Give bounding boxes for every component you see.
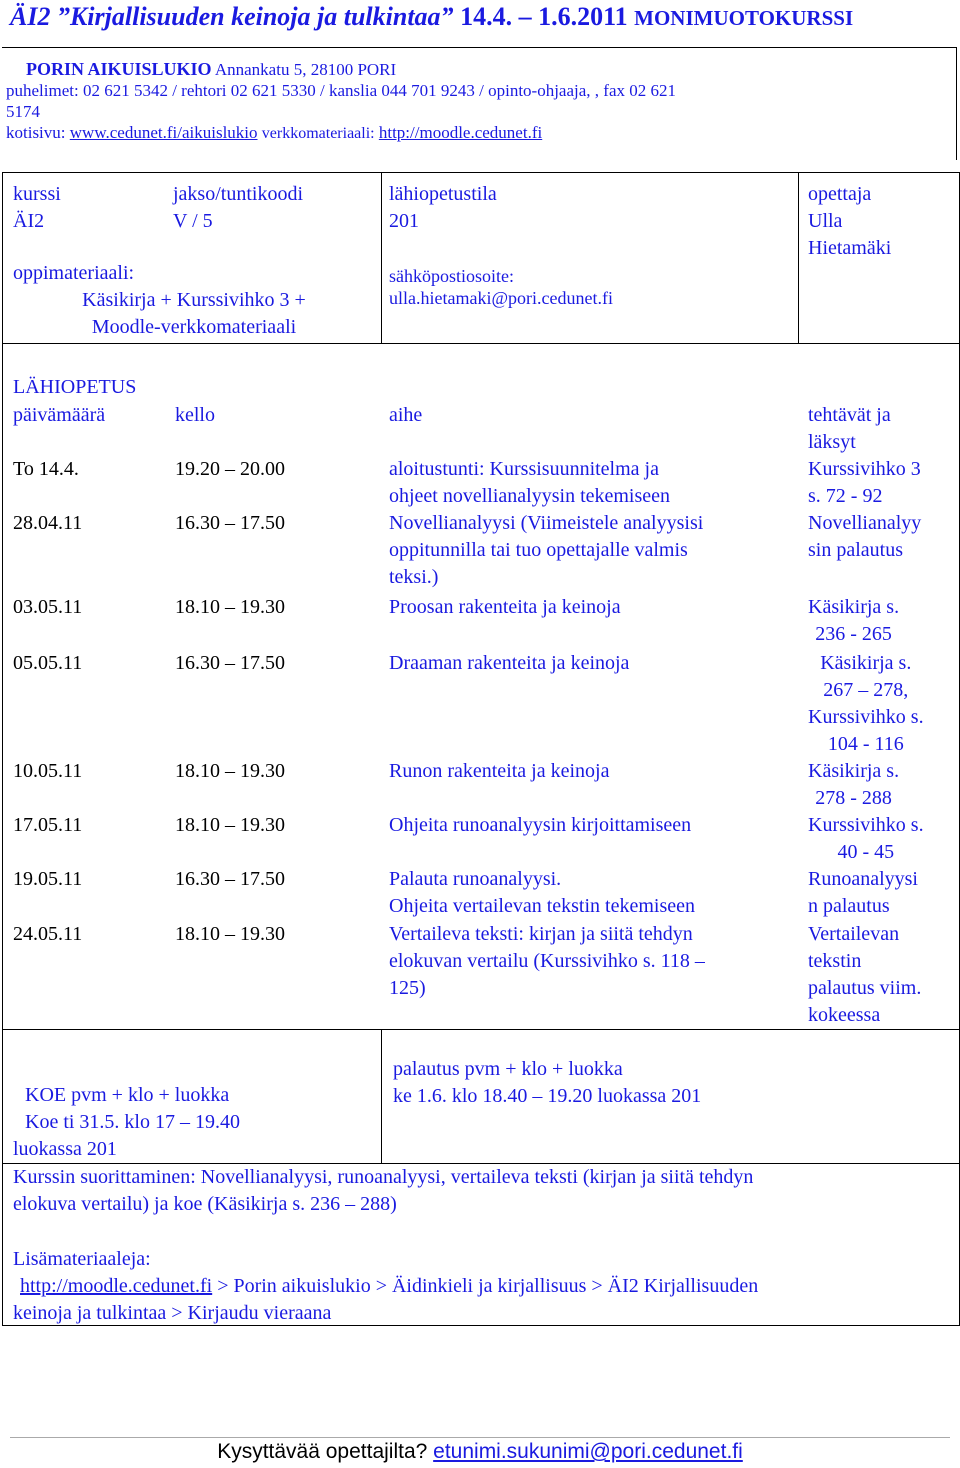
tila-value: 201 bbox=[389, 210, 419, 232]
row-topic: Ohjeita runoanalyysin kirjoittamiseen bbox=[389, 814, 692, 836]
header-time: kello bbox=[175, 404, 215, 426]
extra-path-cont: keinoja ja tulkintaa > Kirjaudu vieraana bbox=[13, 1302, 332, 1324]
row-topic: Proosan rakenteita ja keinoja bbox=[389, 596, 621, 618]
extra-material bbox=[13, 1273, 758, 1327]
row-topic: Draaman rakenteita ja keinoja bbox=[389, 652, 630, 674]
extra-path: > Porin aikuislukio > Äidinkieli ja kirjallisuus > ÄI2 Kirjallisuuden bbox=[212, 1275, 759, 1297]
return-details bbox=[393, 1056, 701, 1110]
tila-label: lähiopetustila bbox=[389, 183, 497, 205]
school-address: Annankatu 5, 28100 PORI bbox=[214, 60, 397, 79]
header-topic: aihe bbox=[389, 404, 423, 426]
row-time: 18.10 – 19.30 bbox=[175, 596, 285, 618]
homepage-label: kotisivu: bbox=[6, 123, 66, 142]
course-info-table bbox=[2, 172, 960, 344]
footer-email-link[interactable]: etunimi.sukunimi@pori.cedunet.fi bbox=[433, 1440, 743, 1463]
school-phones: puhelimet: 02 621 5342 / rehtori 02 621 5330 / kanslia 044 701 9243 / opinto-ohjaaja, , fax 02 621 bbox=[6, 81, 676, 100]
row-date: 17.05.11 bbox=[13, 814, 83, 836]
section-title: LÄHIOPETUS bbox=[13, 376, 137, 398]
row-tasks: Kurssivihko s. 40 - 45 bbox=[808, 814, 924, 863]
row-time: 19.20 – 20.00 bbox=[175, 458, 285, 480]
homepage-link[interactable]: www.cedunet.fi/aikuislukio bbox=[69, 123, 258, 142]
oppimateriaali-label: oppimateriaali: bbox=[13, 262, 135, 284]
header-date: päivämäärä bbox=[13, 404, 106, 426]
row-time: 18.10 – 19.30 bbox=[175, 814, 285, 836]
row-date: 28.04.11 bbox=[13, 512, 83, 534]
row-date: 05.05.11 bbox=[13, 652, 83, 674]
row-time: 18.10 – 19.30 bbox=[175, 760, 285, 782]
kurssi-value: ÄI2 bbox=[13, 210, 45, 232]
title-course: ÄI2 ”Kirjallisuuden keinoja ja tulkintaa” bbox=[10, 2, 454, 31]
opettaja-last: Hietamäki bbox=[808, 237, 892, 259]
row-tasks: Vertailevan tekstin palautus viim. kokeessa bbox=[808, 923, 922, 1026]
completion-text: Kurssin suorittaminen: Novellianalyysi, runoanalyysi, vertaileva teksti (kirjan ja siitä tehdyn elokuva vertailu) ja koe (Käsikirja s. 236 – 288) bbox=[13, 1166, 754, 1215]
oppimateriaali-line1: Käsikirja + Kurssivihko 3 + bbox=[82, 289, 306, 311]
footer-question: Kysyttävää opettajilta? bbox=[217, 1440, 428, 1463]
oppimateriaali-line2: Moodle-verkkomateriaali bbox=[91, 316, 297, 338]
row-topic: Novellianalyysi (Viimeistele analyysisi oppitunnilla tai tuo opettajalle valmis teksi.) bbox=[389, 512, 704, 588]
row-tasks: Runoanalyysi n palautus bbox=[808, 868, 918, 917]
email-label: sähköpostiosoite: bbox=[389, 266, 514, 286]
kurssi-label: kurssi bbox=[13, 183, 61, 205]
row-date: 03.05.11 bbox=[13, 596, 83, 618]
opettaja-label: opettaja bbox=[808, 183, 872, 205]
moodle-link[interactable]: http://moodle.cedunet.fi bbox=[20, 1275, 213, 1297]
row-topic: Vertaileva teksti: kirjan ja siitä tehdyn elokuvan vertailu (Kurssivihko s. 118 – 125) bbox=[389, 923, 705, 999]
row-topic: aloitustunti: Kurssisuunnitelma ja ohjeet novellianalyysin tekemiseen bbox=[389, 458, 671, 507]
row-tasks: Novellianalyy sin palautus bbox=[808, 512, 922, 561]
row-time: 16.30 – 17.50 bbox=[175, 512, 285, 534]
completion-section bbox=[2, 1164, 960, 1326]
opettaja-first: Ulla bbox=[808, 210, 843, 232]
title-type: MONIMUOTOKURSSI bbox=[634, 6, 854, 30]
schedule-table bbox=[2, 344, 960, 1030]
row-tasks: Kurssivihko 3 s. 72 - 92 bbox=[808, 458, 921, 507]
exam-section bbox=[2, 1030, 960, 1164]
row-date: 10.05.11 bbox=[13, 760, 83, 782]
row-tasks: Käsikirja s. 236 - 265 bbox=[808, 596, 900, 645]
document-title bbox=[10, 2, 853, 32]
extra-material-label: Lisämateriaaleja: bbox=[13, 1248, 151, 1270]
row-time: 18.10 – 19.30 bbox=[175, 923, 285, 945]
return-value: ke 1.6. klo 18.40 – 19.20 luokassa 201 bbox=[393, 1085, 702, 1107]
row-topic: Palauta runoanalyysi. Ohjeita vertailevan tekstin tekemiseen bbox=[389, 868, 695, 917]
row-topic: Runon rakenteita ja keinoja bbox=[389, 760, 610, 782]
row-tasks: Käsikirja s. 267 – 278, Kurssivihko s. 104 - 116 bbox=[808, 652, 924, 755]
material-label: verkkomateriaali: bbox=[261, 125, 375, 142]
row-date: 19.05.11 bbox=[13, 868, 83, 890]
row-time: 16.30 – 17.50 bbox=[175, 652, 285, 674]
jakso-label: jakso/tuntikoodi bbox=[173, 183, 303, 205]
material-link[interactable]: http://moodle.cedunet.fi bbox=[378, 123, 543, 142]
row-date: 24.05.11 bbox=[13, 923, 83, 945]
jakso-value: V / 5 bbox=[173, 210, 213, 232]
return-title: palautus pvm + klo + luokka bbox=[393, 1058, 623, 1080]
email-value[interactable]: ulla.hietamaki@pori.cedunet.fi bbox=[389, 288, 613, 308]
row-date: To 14.4. bbox=[13, 458, 79, 480]
row-time: 16.30 – 17.50 bbox=[175, 868, 285, 890]
header-tasks: tehtävät ja läksyt bbox=[808, 404, 891, 453]
exam-line1: Koe ti 31.5. klo 17 – 19.40 bbox=[25, 1111, 240, 1133]
exam-details bbox=[25, 1082, 240, 1136]
school-name: PORIN AIKUISLUKIO bbox=[26, 59, 212, 79]
footer bbox=[0, 1440, 960, 1464]
exam-title: KOE pvm + klo + luokka bbox=[25, 1084, 230, 1106]
school-phones-cont: 5174 bbox=[6, 102, 40, 121]
school-info-box bbox=[2, 47, 957, 160]
footer-divider bbox=[10, 1437, 950, 1438]
row-tasks: Käsikirja s. 278 - 288 bbox=[808, 760, 900, 809]
exam-room: luokassa 201 bbox=[13, 1138, 117, 1160]
title-dates: 14.4. – 1.6.2011 bbox=[460, 2, 628, 31]
